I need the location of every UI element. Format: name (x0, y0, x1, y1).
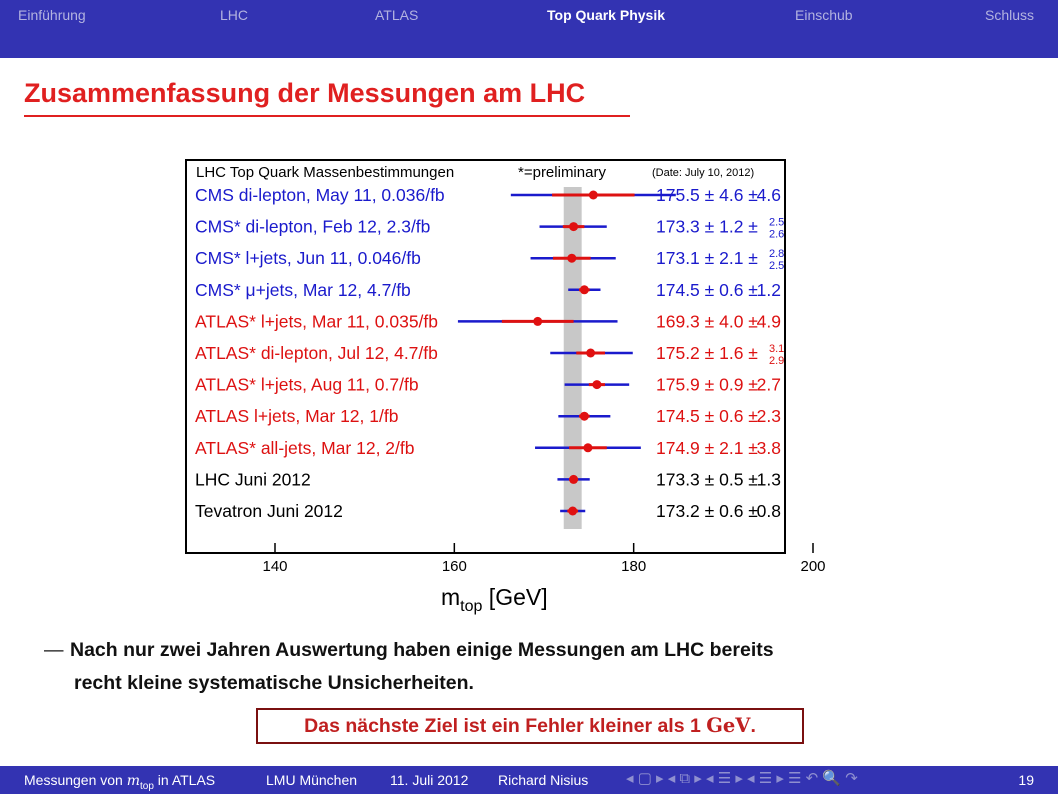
section-navigation-bar (0, 0, 1058, 58)
measurement-value: 173.1 ± 2.1 ± (656, 248, 758, 269)
footer-talk-title: Messungen von $m_{top}$ in ATLAS (24, 772, 216, 792)
measurement-syst: 4.6 (756, 185, 781, 205)
measurement-syst: 0.8 (756, 501, 781, 521)
nav-item-atlas[interactable]: ATLAS (375, 7, 419, 23)
measurement-syst: 1.3 (756, 469, 781, 490)
measurement-syst-down: 2.5 (769, 260, 785, 273)
slide-title: Zusammenfassung der Messungen am LHC (24, 78, 586, 108)
footer-institute: LMU München (266, 772, 358, 788)
measurement-point (569, 222, 578, 231)
goal-unit: GeV (706, 714, 751, 737)
measurement-syst-up: 2.5 (769, 216, 785, 229)
measurement-label: CMS* di-lepton, Feb 12, 2.3/fb (195, 216, 431, 237)
measurement-syst: 1.2 (756, 279, 781, 300)
footer-author: Richard Nisius (498, 772, 589, 788)
measurement-syst: 4.9 (756, 311, 781, 332)
measurement-syst: 2.7 (756, 374, 781, 395)
measurement-syst-down: 2.6 (769, 228, 785, 241)
x-tick-label-160: 160 (441, 558, 467, 575)
bullet-dash: — (44, 639, 64, 661)
measurement-label: ATLAS l+jets, Mar 12, 1/fb (195, 406, 399, 427)
measurement-syst: 3.8 (756, 437, 781, 458)
goal-end: . (750, 715, 756, 737)
goal-text: Das nächste Ziel ist ein Fehler kleiner als 1 (304, 715, 707, 737)
x-tick-label-140: 140 (262, 558, 288, 575)
bullet-line-2: recht kleine systematische Unsicherheiten. (74, 672, 474, 694)
measurement-syst-up: 2.8 (769, 248, 785, 261)
top-mass-summary-chart (170, 150, 840, 620)
measurement-point (586, 349, 595, 358)
measurement-value: 175.2 ± 1.6 ± (656, 343, 758, 363)
page-number: 19 (1018, 772, 1034, 788)
x-tick-label-180: 180 (621, 558, 647, 575)
summary-bullet (44, 634, 774, 700)
measurement-point (568, 507, 577, 516)
measurement-label: CMS di-lepton, May 11, 0.036/fb (195, 185, 445, 205)
x-axis-label: $m_{top}$ [GeV] (441, 584, 548, 615)
measurement-value: 169.3 ± 4.0 ± (656, 311, 758, 332)
nav-item-top-quark-physik[interactable]: Top Quark Physik (547, 7, 665, 23)
footer-bar (0, 766, 1058, 794)
measurement-point (592, 380, 601, 389)
goal-callout-box (256, 708, 804, 744)
preliminary-note: *=preliminary (518, 164, 606, 181)
measurement-syst-down: 2.9 (769, 355, 785, 367)
measurement-value: 174.5 ± 0.6 ± (656, 279, 758, 300)
measurement-point (583, 443, 592, 452)
measurement-syst-up: 3.1 (769, 343, 785, 355)
measurement-label: CMS* μ+jets, Mar 12, 4.7/fb (195, 279, 411, 300)
nav-item-schluss[interactable]: Schluss (985, 7, 1035, 23)
chart-date: (Date: July 10, 2012) (652, 167, 755, 179)
nav-item-einschub[interactable]: Einschub (795, 7, 853, 23)
measurement-label: LHC Juni 2012 (195, 469, 311, 490)
title-underline (24, 115, 630, 117)
measurement-point (533, 317, 542, 326)
measurement-value: 175.9 ± 0.9 ± (656, 374, 758, 395)
measurement-point (567, 254, 576, 263)
bullet-line-1: Nach nur zwei Jahren Auswertung haben einige Messungen am LHC bereits (70, 639, 774, 661)
nav-item-lhc[interactable]: LHC (220, 7, 249, 23)
measurement-value: 173.3 ± 0.5 ± (656, 469, 758, 490)
measurement-point (580, 285, 589, 294)
plot-layer (195, 185, 826, 575)
footer-date: 11. Juli 2012 (390, 772, 469, 788)
measurement-label: Tevatron Juni 2012 (195, 501, 343, 521)
measurement-syst: 2.3 (756, 406, 781, 427)
measurement-value: 173.3 ± 1.2 ± (656, 216, 758, 237)
measurement-point (580, 412, 589, 421)
measurement-label: ATLAS* l+jets, Aug 11, 0.7/fb (195, 374, 419, 395)
measurement-label: ATLAS* di-lepton, Jul 12, 4.7/fb (195, 343, 438, 363)
measurement-point (589, 191, 598, 200)
nav-item-einfuehrung[interactable]: Einführung (18, 7, 86, 23)
chart-header: LHC Top Quark Massenbestimmungen (196, 164, 455, 181)
beamer-navigation-icons[interactable]: ◂ ▢ ▸ ◂ ⧉ ▸ ◂ ☰ ▸ ◂ ☰ ▸ ☰ ↶ 🔍 ↷ (626, 770, 858, 787)
measurement-value: 173.2 ± 0.6 ± (656, 501, 758, 521)
measurement-value: 175.5 ± 4.6 ± (656, 185, 758, 205)
measurement-label: ATLAS* all-jets, Mar 12, 2/fb (195, 437, 415, 458)
x-tick-label-200: 200 (800, 558, 826, 575)
measurement-label: CMS* l+jets, Jun 11, 0.046/fb (195, 248, 421, 269)
measurement-value: 174.5 ± 0.6 ± (656, 406, 758, 427)
measurement-point (569, 475, 578, 484)
measurement-value: 174.9 ± 2.1 ± (656, 437, 758, 458)
measurement-label: ATLAS* l+jets, Mar 11, 0.035/fb (195, 311, 439, 332)
